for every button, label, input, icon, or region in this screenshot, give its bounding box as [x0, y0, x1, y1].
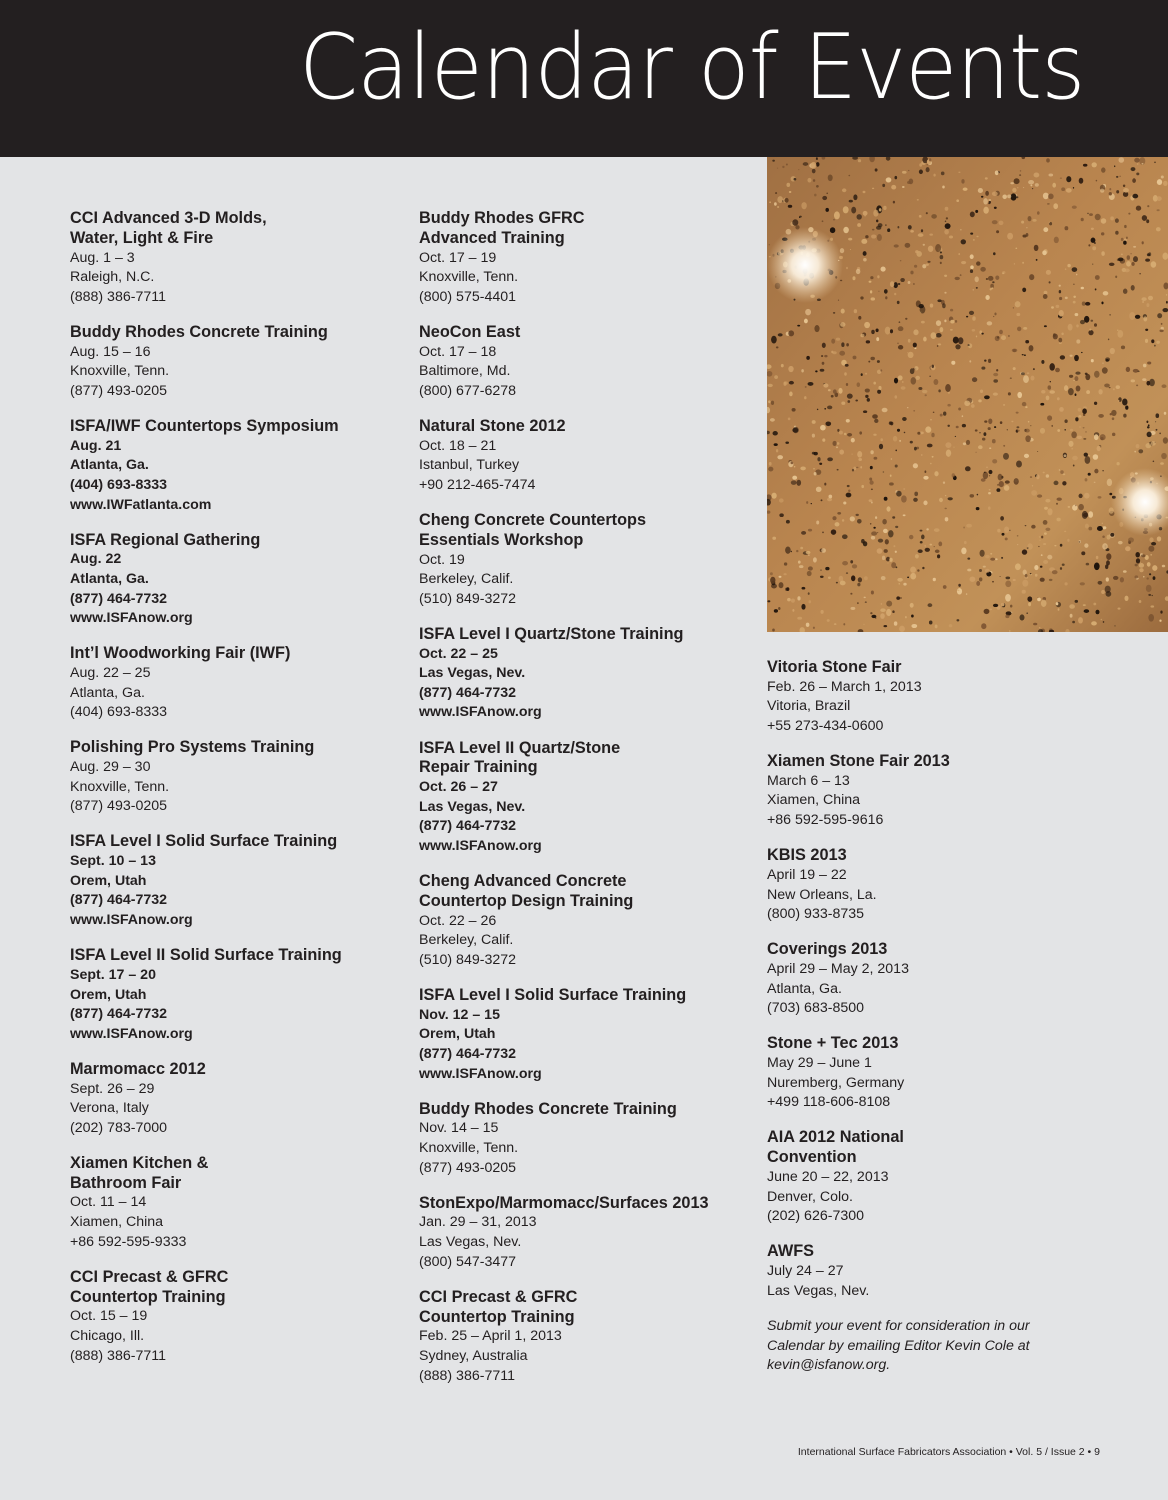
event-detail: (888) 386-7711 — [70, 1347, 166, 1364]
event-detail: Xiamen, China — [767, 792, 861, 809]
event-entry — [419, 323, 759, 402]
event-detail: Verona, Italy — [70, 1100, 149, 1117]
event-detail: Oct. 17 – 18 — [419, 343, 497, 360]
event-detail: (877) 493-0205 — [70, 382, 168, 399]
event-detail: (404) 693-8333 — [70, 704, 168, 721]
event-title: Coverings 2013 — [767, 940, 888, 959]
event-title: ISFA Level I Solid Surface Training — [419, 985, 687, 1004]
event-title: Cheng Concrete Countertops Essentials Workshop — [419, 511, 647, 549]
event-entry — [767, 658, 1107, 737]
event-detail: Atlanta, Ga. — [70, 571, 149, 588]
event-entry — [419, 209, 759, 307]
granite-photo — [767, 157, 1168, 632]
event-title: Buddy Rhodes GFRC Advanced Training — [419, 209, 585, 247]
event-entry — [419, 1288, 759, 1386]
event-detail: www.ISFAnow.org — [419, 704, 542, 721]
event-entry — [70, 946, 410, 1044]
event-detail: Sydney, Australia — [419, 1347, 528, 1364]
event-entry — [70, 209, 410, 307]
event-detail: Xiamen, China — [70, 1214, 164, 1231]
event-title: Vitoria Stone Fair — [767, 658, 902, 676]
event-detail: Oct. 22 – 26 — [419, 912, 497, 929]
event-title: NeoCon East — [419, 322, 521, 341]
event-title: ISFA Level I Solid Surface Training — [70, 832, 338, 851]
event-detail: Baltimore, Md. — [419, 363, 511, 380]
event-entry — [419, 511, 759, 609]
event-entry — [419, 625, 759, 723]
event-detail: Raleigh, N.C. — [70, 269, 155, 286]
event-detail: Oct. 15 – 19 — [70, 1308, 148, 1325]
event-detail: Las Vegas, Nev. — [419, 665, 526, 682]
event-title: ISFA Regional Gathering — [70, 530, 261, 549]
event-detail: (510) 849-3272 — [419, 590, 517, 607]
event-title: ISFA Level I Quartz/Stone Training — [419, 624, 684, 643]
event-entry — [419, 1194, 759, 1273]
event-title: AWFS — [767, 1242, 815, 1261]
event-detail: www.ISFAnow.org — [70, 1025, 193, 1042]
event-title: Cheng Advanced Concrete Countertop Design Training — [419, 872, 634, 910]
event-detail: Feb. 25 – April 1, 2013 — [419, 1328, 562, 1345]
event-entry — [767, 752, 1107, 831]
event-detail: July 24 – 27 — [767, 1263, 844, 1280]
event-entry — [70, 1060, 410, 1139]
event-entry — [419, 417, 759, 496]
granite-texture — [767, 157, 1168, 632]
event-detail: (800) 547-3477 — [419, 1253, 517, 1270]
event-detail: Nov. 12 – 15 — [419, 1006, 500, 1023]
event-detail: +90 212-465-7474 — [419, 476, 536, 493]
event-detail: (877) 464-7732 — [70, 1006, 168, 1023]
event-detail: Berkeley, Calif. — [419, 932, 514, 949]
events-column-2 — [419, 209, 759, 1402]
event-title: Buddy Rhodes Concrete Training — [70, 322, 328, 341]
event-detail: Chicago, Ill. — [70, 1327, 145, 1344]
event-detail: Aug. 29 – 30 — [70, 759, 151, 776]
event-detail: Atlanta, Ga. — [70, 457, 149, 474]
event-detail: Sept. 17 – 20 — [70, 966, 156, 983]
event-entry — [70, 417, 410, 515]
event-title: AIA 2012 National Convention — [767, 1128, 904, 1167]
event-detail: (202) 783-7000 — [70, 1119, 168, 1136]
event-title: KBIS 2013 — [767, 846, 847, 865]
event-detail: (202) 626-7300 — [767, 1208, 865, 1225]
event-entry — [70, 531, 410, 629]
event-detail: Sept. 10 – 13 — [70, 853, 156, 870]
events-column-3 — [767, 658, 1107, 1376]
event-detail: June 20 – 22, 2013 — [767, 1168, 889, 1185]
event-detail: Orem, Utah — [70, 986, 147, 1003]
event-detail: +86 592-595-9333 — [70, 1233, 187, 1250]
event-entry — [767, 1034, 1107, 1113]
page-header — [0, 0, 1168, 157]
event-detail: (877) 493-0205 — [70, 798, 168, 815]
event-entry — [767, 1128, 1107, 1226]
event-detail: Atlanta, Ga. — [767, 980, 842, 997]
event-detail: (888) 386-7711 — [419, 1367, 515, 1384]
event-detail: Nuremberg, Germany — [767, 1074, 905, 1091]
event-detail: Jan. 29 – 31, 2013 — [419, 1214, 537, 1231]
event-title: Marmomacc 2012 — [70, 1059, 206, 1078]
event-detail: www.IWFatlanta.com — [70, 496, 212, 513]
event-detail: Oct. 19 — [419, 551, 465, 568]
event-detail: Aug. 15 – 16 — [70, 343, 151, 360]
event-detail: (888) 386-7711 — [70, 288, 166, 305]
event-detail: Vitoria, Brazil — [767, 698, 851, 715]
event-detail: www.ISFAnow.org — [70, 610, 193, 627]
event-detail: +55 273-434-0600 — [767, 717, 884, 734]
event-detail: Oct. 22 – 25 — [419, 645, 498, 662]
event-detail: Orem, Utah — [419, 1026, 496, 1043]
event-detail: Knoxville, Tenn. — [70, 778, 170, 795]
event-detail: (877) 493-0205 — [419, 1159, 517, 1176]
event-detail: Aug. 22 – 25 — [70, 665, 151, 682]
event-detail: (800) 575-4401 — [419, 288, 517, 305]
event-entry — [767, 846, 1107, 925]
event-detail: (877) 464-7732 — [419, 1045, 517, 1062]
event-entry — [767, 940, 1107, 1019]
event-detail: Oct. 26 – 27 — [419, 779, 498, 796]
event-detail: March 6 – 13 — [767, 772, 850, 789]
event-detail: www.ISFAnow.org — [419, 1065, 542, 1082]
event-title: Stone + Tec 2013 — [767, 1034, 899, 1053]
event-detail: Las Vegas, Nev. — [419, 1234, 522, 1251]
event-detail: May 29 – June 1 — [767, 1055, 872, 1072]
event-title: Natural Stone 2012 — [419, 416, 566, 435]
event-detail: (877) 464-7732 — [70, 892, 168, 909]
event-entry — [70, 1154, 410, 1252]
event-entry — [70, 323, 410, 402]
event-detail: Knoxville, Tenn. — [419, 1139, 519, 1156]
event-detail: New Orleans, La. — [767, 886, 877, 903]
event-detail: www.ISFAnow.org — [70, 912, 193, 929]
event-detail: April 19 – 22 — [767, 866, 847, 883]
page-title: Calendar of Events — [298, 15, 1084, 120]
event-detail: Denver, Colo. — [767, 1188, 853, 1205]
event-detail: April 29 – May 2, 2013 — [767, 961, 909, 978]
event-detail: (877) 464-7732 — [419, 684, 517, 701]
event-entry — [419, 986, 759, 1084]
event-title: CCI Advanced 3-D Molds, Water, Light & Fire — [70, 209, 267, 247]
event-detail: (510) 849-3272 — [419, 951, 517, 968]
event-detail: Las Vegas, Nev. — [767, 1282, 870, 1299]
event-entry — [70, 832, 410, 930]
event-detail: Las Vegas, Nev. — [419, 798, 526, 815]
submission-note: Submit your event for consideration in our Calendar by emailing Editor Kevin Cole at kevin@isfanow.org. — [767, 1317, 1030, 1374]
event-detail: (800) 677-6278 — [419, 382, 517, 399]
event-title: Int’l Woodworking Fair (IWF) — [70, 644, 291, 663]
event-detail: Aug. 1 – 3 — [70, 249, 135, 266]
event-detail: Oct. 17 – 19 — [419, 249, 497, 266]
event-entry — [419, 739, 759, 857]
event-detail: (703) 683-8500 — [767, 1000, 865, 1017]
event-detail: Sept. 26 – 29 — [70, 1080, 155, 1097]
event-detail: Atlanta, Ga. — [70, 684, 145, 701]
event-title: Buddy Rhodes Concrete Training — [419, 1099, 677, 1118]
events-column-1 — [70, 209, 410, 1382]
event-detail: Aug. 21 — [70, 437, 122, 454]
event-entry — [419, 872, 759, 970]
event-detail: Orem, Utah — [70, 872, 147, 889]
event-entry — [419, 1100, 759, 1179]
event-title: Xiamen Stone Fair 2013 — [767, 752, 950, 771]
event-detail: +499 118-606-8108 — [767, 1094, 891, 1111]
event-title: Xiamen Kitchen & Bathroom Fair — [70, 1153, 209, 1192]
event-entry — [70, 1268, 410, 1366]
event-entry — [70, 644, 410, 723]
event-detail: Knoxville, Tenn. — [70, 363, 170, 380]
event-detail: (877) 464-7732 — [70, 590, 168, 607]
event-entry — [767, 1242, 1107, 1301]
event-detail: Berkeley, Calif. — [419, 571, 514, 588]
event-detail: Knoxville, Tenn. — [419, 269, 519, 286]
event-title: CCI Precast & GFRC Countertop Training — [70, 1267, 229, 1306]
event-title: StonExpo/Marmomacc/Surfaces 2013 — [419, 1193, 709, 1212]
page-footer: International Surface Fabricators Association • Vol. 5 / Issue 2 • 9 — [797, 1446, 1100, 1458]
event-title: Polishing Pro Systems Training — [70, 738, 315, 757]
event-detail: (800) 933-8735 — [767, 906, 865, 923]
event-detail: Istanbul, Turkey — [419, 457, 520, 474]
event-title: ISFA Level II Solid Surface Training — [70, 946, 342, 965]
event-detail: Oct. 18 – 21 — [419, 437, 497, 454]
event-detail: Feb. 26 – March 1, 2013 — [767, 678, 922, 695]
event-detail: Aug. 22 — [70, 551, 122, 568]
event-detail: (877) 464-7732 — [419, 818, 517, 835]
event-detail: +86 592-595-9616 — [767, 812, 884, 829]
event-entry — [70, 738, 410, 817]
event-detail: www.ISFAnow.org — [419, 837, 542, 854]
event-title: ISFA Level II Quartz/Stone Repair Training — [419, 738, 621, 777]
events-list — [767, 658, 1107, 1301]
event-detail: (404) 693-8333 — [70, 476, 168, 493]
event-title: CCI Precast & GFRC Countertop Training — [419, 1287, 578, 1326]
event-detail: Nov. 14 – 15 — [419, 1120, 499, 1137]
event-title: ISFA/IWF Countertops Symposium — [70, 416, 339, 435]
event-detail: Oct. 11 – 14 — [70, 1194, 147, 1211]
